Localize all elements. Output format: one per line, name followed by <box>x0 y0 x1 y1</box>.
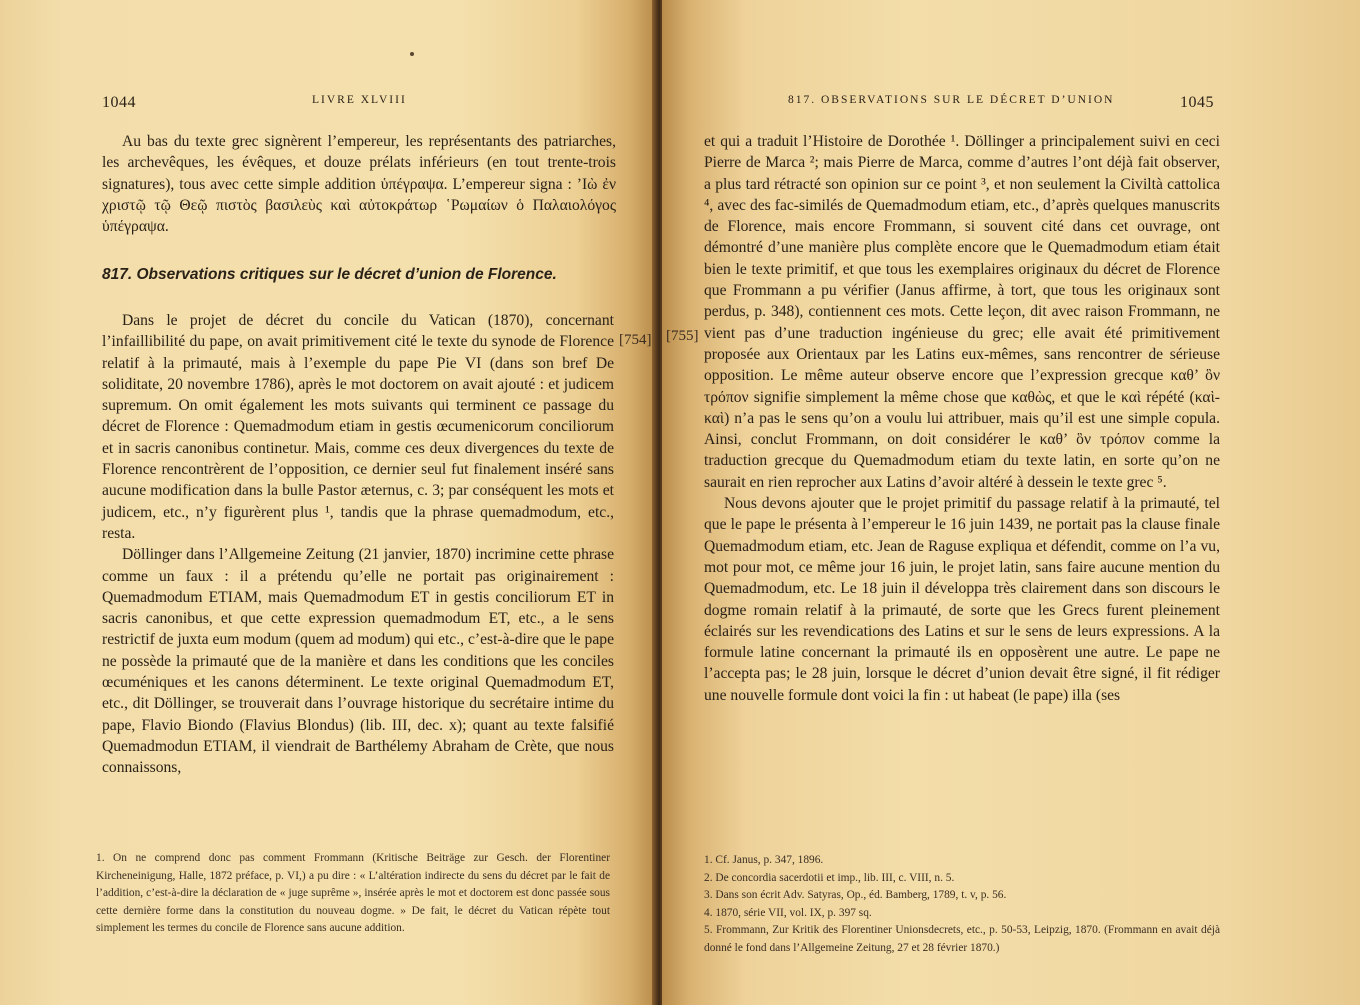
left-footnotes <box>96 850 610 938</box>
right-margin-marker: [755] <box>666 328 699 344</box>
right-page <box>662 0 1360 1005</box>
left-paragraph-2: Döllinger dans l’Allgemeine Zeitung (21 janvier, 1870) incrimine cette phrase comme un faux : il a prétendu qu’elle ne portait pas originairement : Quemadmodum ETIAM, mais Quemadmodum ET in gestis conciliorum ET in sacris canonibus, et que cette expression quemadmodum ET, etc., a le sens restrictif de juxta eum modum (quem ad modum) qui etc., c’est-à-dire que le pape ne possède la primauté que de la manière et dans les conditions que les conciles œcuméniques et les canons déterminent. Le texte original Quemadmodum ET, etc., dit Döllinger, se trouverait dans l’ouvrage historique du secrétaire intime du pape, Flavio Biondo (Flavius Blondus) (lib. III, dec. x); quant au texte falsifié Quemadmodun ETIAM, il viendrait de Barthélemy Abraham de Crète, que nous connaissons, <box>102 546 614 777</box>
right-running-title: 817. OBSERVATIONS SUR LE DÉCRET D’UNION <box>788 94 1115 106</box>
right-footnote-2: 2. De concordia sacerdotii et imp., lib. III, c. VIII, n. 5. <box>704 871 955 884</box>
left-body <box>102 310 614 779</box>
left-footnote-1: 1. On ne comprend donc pas comment Frommann (Kritische Beiträge zur Gesch. der Florentiner Kircheneinigung, Halle, 1872 préface, p. VI,) a pu dire : « L’altération indirecte du sens du décret par le fait de l’addition, c’est-à-dire la déclaration de « juge suprême », insérée après le mot et doctorem est donc passée sous cette dernière forme dans la constitution du nouveau dogme. » De fait, le décret du Vatican répète tout simplement les termes du concile de Florence sans aucune addition. <box>96 852 610 935</box>
right-paragraph-1: et qui a traduit l’Histoire de Dorothée ¹. Döllinger a principalement suivi en ceci Pierre de Marca ²; mais Pierre de Marca, comme d’autres l’ont déjà fait observer, a plus tard rétracté son opinion sur ce point ³, et non seulement la Civiltà cattolica ⁴, avec des fac-similés de Quemadmodum etiam, etc., d’après quelques manuscrits de Florence, mais encore Frommann, si souvent cité dans cet ouvrage, ont démontré d’une manière plus complète encore que le Quemadmodum etiam était bien le texte primitif, et que tous les exemplaires originaux du décret de Florence que Frommann a pu vérifier (Janus affirme, à tort, que tous les originaux sont perdus, p. 348), contiennent ces mots. Cette leçon, dit avec raison Frommann, ne vient pas d’une traduction ingénieuse du grec; elle avait été primitivement proposée aux Orientaux par les Latins eux-mêmes, sans rencontrer de sérieuse opposition. Le même auteur observe encore que l’expression grecque καθ’ ὃν τρόπον signifie simplement la même chose que καθὼς, et que le καὶ répété (καὶ-καὶ) n’a pas le sens qu’on a voulu lui attribuer, mais qu’il est une simple copula. Ainsi, conclut Frommann, on doit considérer le καθ’ ὃν τρόπον comme la traduction grecque du Quemadmodum etiam du texte latin, en sorte qu’on ne saurait en rien reprocher aux Latins d’avoir altéré à dessein le texte grec ⁵. <box>704 133 1220 491</box>
left-running-title: LIVRE XLVIII <box>312 94 407 106</box>
section-heading: 817. Observations critiques sur le décret d’union de Florence. <box>102 266 557 283</box>
left-intro-block <box>102 131 616 237</box>
right-footnote-3: 3. Dans son écrit Adv. Satyras, Op., éd. Bamberg, 1789, t. v, p. 56. <box>704 889 1007 902</box>
right-footnote-1: 1. Cf. Janus, p. 347, 1896. <box>704 854 824 866</box>
right-footnote-4: 4. 1870, série VII, vol. IX, p. 397 sq. <box>704 906 872 919</box>
right-body <box>704 131 1220 706</box>
right-paragraph-2: Nous devons ajouter que le projet primitif du passage relatif à la primauté, tel que le pape le présenta à l’empereur le 16 juin 1439, ne portait pas la clause finale Quemadmodum etiam, etc. Jean de Raguse expliqua et défendit, comme on l’a vu, mot pour mot, ce même jour 16 juin, le projet latin, sans faire aucune mention du Quemadmodum, etc. Le 18 juin il développa très clairement dans son discours le dogme romain relatif à la primauté, de sorte que les Grecs furent pleinement éclairés sur les revendications des Latins et sur le sens de leurs expressions. A la formule latine concernant la primauté ils en opposèrent une autre. Le pape ne l’accepta pas; le 28 juin, lorsque le décret d’union devait être signé, il fit rédiger une nouvelle formule dont voici la fin : ut habeat (le pape) illa (ses <box>704 495 1220 704</box>
right-page-number: 1045 <box>1180 94 1214 111</box>
left-page-number: 1044 <box>102 94 136 111</box>
left-paragraph-1: Dans le projet de décret du concile du Vatican (1870), concernant l’infaillibilité du pape, on avait primitivement cité le texte du synode de Florence relatif à la primauté, mais à l’exemple du pape Pie VI (dans son bref De soliditate, 20 novembre 1786), après le mot doctorem on avait ajouté : et judicem supremum. On omit également les mots suivants qui terminent ce passage du décret de Florence : Quemadmodum etiam in gestis œcumenicorum conciliorum et in sacris canonibus continetur. Mais, comme ces deux divergences du texte de Florence rencontrèrent de l’opposition, ce dernier seul fut finalement inséré sans aucune modification dans la bulle Pastor æternus, c. 3; par conséquent les mots et judicem, etc., n’y figurèrent plus ¹, tandis que la phrase quemadmodum, etc., resta. <box>102 312 614 542</box>
left-margin-marker: [754] <box>619 332 652 348</box>
right-footnote-5: 5. Frommann, Zur Kritik des Florentiner Unionsdecrets, etc., p. 50-53, Leipzig, 1870. (Frommann en avait déjà donné le fond dans l’Allgemeine Zeitung, 27 et 28 février 1870.) <box>704 924 1220 954</box>
left-page <box>0 0 656 1005</box>
right-footnotes <box>704 852 1220 958</box>
ink-speck <box>410 52 414 56</box>
left-intro-paragraph: Au bas du texte grec signèrent l’empereur, les représentants des patriarches, les archevêques, les évêques, et douze prélats inférieurs (en tout trente-trois signatures), tous avec cette simple addition ὑπέγραψα. L’empereur signa : ’Ιὼ ἐν χριστῷ τῷ Θεῷ πιστὸς βασιλεὺς καὶ αὐτοκράτωρ ῾Ρωμαίων ὁ Παλαιολόγος ὑπέγραψα. <box>102 133 616 236</box>
